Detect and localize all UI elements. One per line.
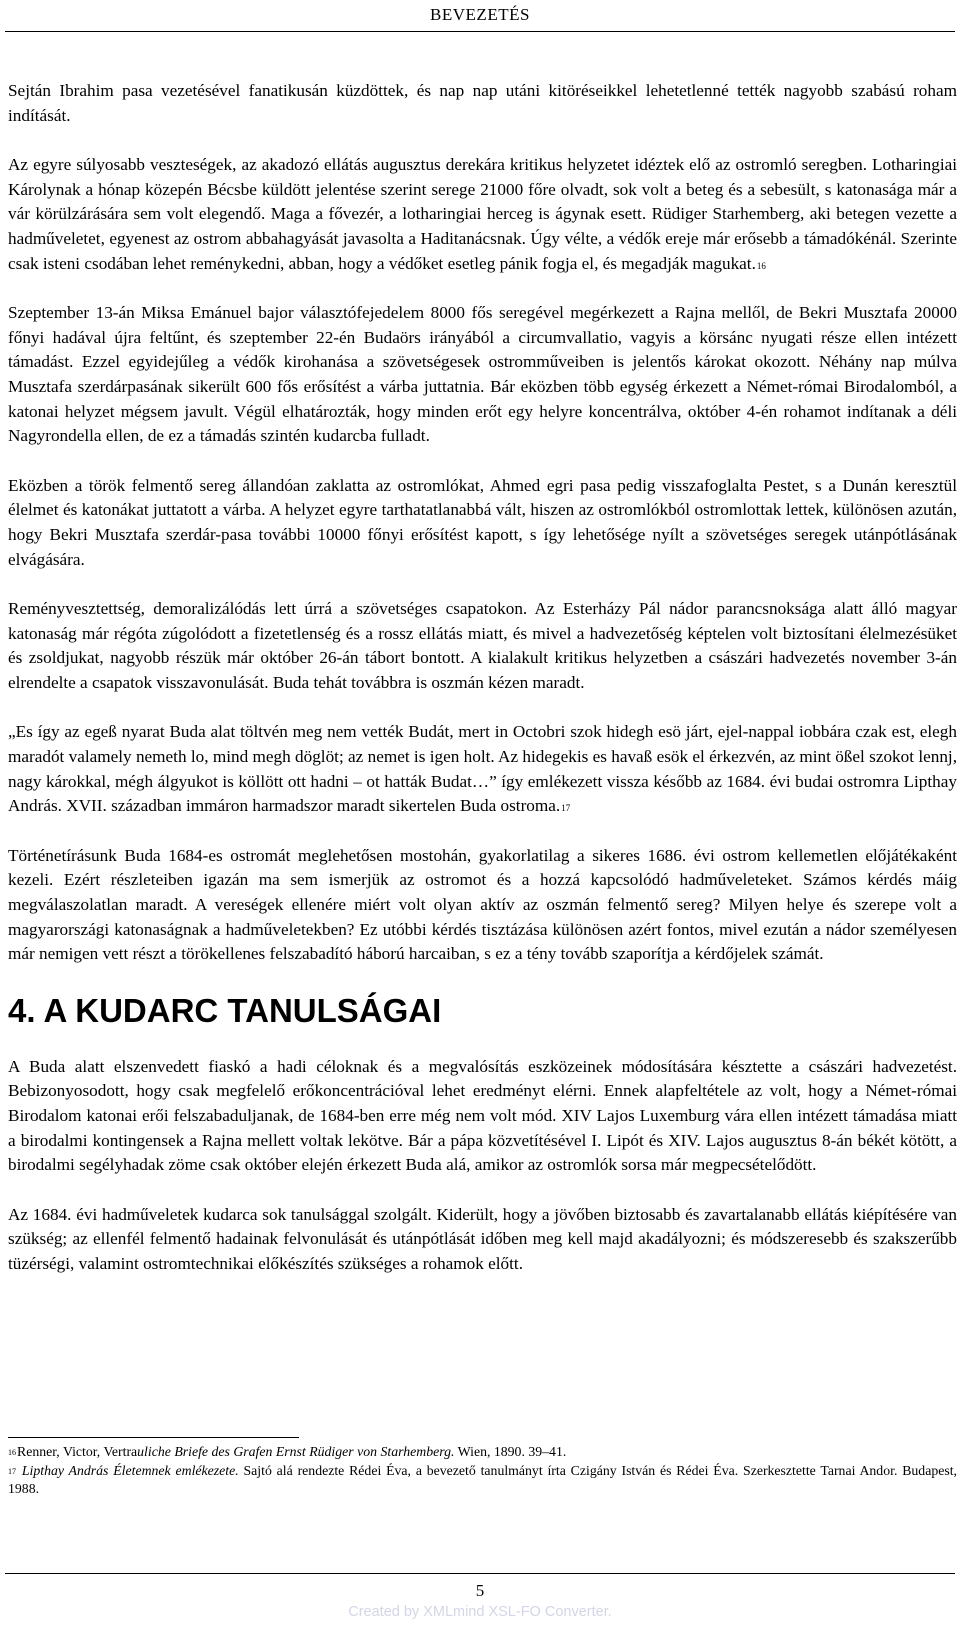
footnotes xyxy=(8,1443,957,1499)
paragraph-4: Eközben a török felmentő sereg állandóan zaklatta az ostromlókat, Ahmed egri pasa pedig visszafoglalta Pestet, s a Dunán keresztül élelmet és katonákat juttatott a várba. A helyzet egyre tarthatatlanabbá vált, hiszen az ostromlókból ostromlottak lettek, különösen azután, hogy Bekri Musztafa szerdár-pasa további 10000 főnyi erősítést kapott, s így lehetősége nyílt a szövetséges seregek utánpótlásának elvágására. xyxy=(8,475,957,569)
page-number: 5 xyxy=(475,1581,485,1600)
footer-divider xyxy=(5,1573,955,1574)
footnote-16 xyxy=(8,1443,957,1462)
footnote-text: Renner, Victor, Vertra xyxy=(17,1444,138,1459)
footnote-17 xyxy=(8,1462,957,1499)
header-divider xyxy=(5,31,955,32)
footnote-number: 17 xyxy=(8,1466,16,1476)
paragraph-6-quote xyxy=(8,720,957,818)
section-heading: 4. A KUDARC TANULSÁGAI xyxy=(8,991,442,1029)
footnote-ref-17[interactable]: 17 xyxy=(561,803,571,814)
converter-credit: Created by XMLmind XSL-FO Converter. xyxy=(348,1604,612,1620)
footnote-text: Sajtó alá rendezte Rédei Éva, a bevezető tanulmányt írta Czigány István és Rédei Éva. Szerkesztette Tarnai Andor. Budapest, 1988. xyxy=(8,1462,958,1496)
footnote-ref-16[interactable]: 16 xyxy=(756,260,766,271)
paragraph-7: Történetírásunk Buda 1684-es ostromát meglehetősen mostohán, gyakorlatilag a sikeres 1686. évi ostrom kellemetlen előjátékaként kezeli. Ezért részleteiben igazán ma sem ismerjük az ostromot és a hozzá kapcsolódó hadműveleteket. Számos kérdés máig megválaszolatlan maradt. A vereségek ellenére miért volt olyan aktív az oszmán felmentő sereg? Milyen helye és szerepe volt a magyarországi katonaságnak a hadműveletekben? Ez utóbbi kérdés tisztázása különösen azért fontos, mivel ezután a nádor személyesen már nemigen vett részt a törökellenes felszabadító háború harcaiban, s ez a tény tovább szaporítja a kérdőjelek számát. xyxy=(8,845,957,964)
footnote-title: Lipthay András Életemnek emlékezete. xyxy=(21,1462,239,1478)
paragraph-6-text: „Es így az egeß nyarat Buda alat töltvén meg nem vették Budát, mert in Octobri szok hidegh esö járt, ejel-nappal iobbára czak est, elegh maradót valamely nemeth lo, mind megh döglöt; az nemet is igen holt. Az hidegekis es havaß esök el érkezvén, az mint ößel szokot lennj, nagy károkkal, mégh álgyukot is köllött ott hadni – ot hatták Budat…” így emlékezett vissza később az 1684. évi budai ostromra Lipthay András. XVII. században immáron harmadszor maradt sikertelen Buda ostroma. xyxy=(8,722,957,816)
section-paragraph-2: Az 1684. évi hadműveletek kudarca sok tanulsággal szolgált. Kiderült, hogy a jövőben biztosabb és zavartalanabb ellátás kiépítésére van szükség; az ellenfél felmentő hadainak felvonulását és utánpótlását időben meg kell majd akadályozni; és módszeresebb és szakszerűbb tüzérségi, valamint ostromtechnikai előkészítés szükséges a rohamok előtt. xyxy=(8,1204,957,1273)
footnote-number: 16 xyxy=(8,1448,16,1457)
paragraph-3: Szeptember 13-án Miksa Emánuel bajor választófejedelem 8000 fős seregével megérkezett a Rajna mellől, de Bekri Musztafa 20000 főnyi hadával újra feltűnt, és szeptember 22-én Budaörs irányából a circumvallatio, vagyis a körsánc nyugati része ellen intézett támadást. Ezzel egyidejűleg a védők kirohanása a szövetségesek ostromműveiben is jelentős károkat okozott. Néhány nap múlva Musztafa szerdárpasának sikerült 600 fős erősítést a várba juttatnia. Bár eközben több egység érkezett a Német-római Birodalomból, a katonai helyzet mégsem javult. Végül elhatározták, hogy minden erőt egy helyre koncentrálva, október 4-én rohamot indítanak a déli Nagyrondella ellen, de ez a támadás szintén kudarcba fulladt. xyxy=(8,303,957,446)
page-body xyxy=(8,79,957,1277)
paragraph-1: Sejtán Ibrahim pasa vezetésével fanatikusán küzdöttek, és nap nap utáni kitöréseikkel lehetetlenné tették nagyobb szabású roham indítását. xyxy=(8,81,957,125)
footnote-divider xyxy=(8,1437,299,1438)
paragraph-2-text: Az egyre súlyosabb veszteségek, az akadozó ellátás augusztus derekára kritikus helyzetet idéztek elő az ostromló seregben. Lotharingiai Károlynak a hónap közepén Bécsbe küldött jelentése szerint serege 21000 főre olvadt, sok volt a beteg és a sebesült, s katonasága már a vár körülzárására sem volt elegendő. Maga a fővezér, a lotharingiai herceg is ágynak esett. Rüdiger Starhemberg, aki betegen vezette a hadműveletet, egyenest az ostrom abbahagyását javasolta a Haditanácsnak. Úgy vélte, a védők ereje már erősebb a támadókénál. Szerinte csak isteni csodában lehet reménykedni, abban, hogy a védőket esetleg pánik fogja el, és megadják magukat. xyxy=(8,155,957,273)
paragraph-5: Reményvesztettség, demoralizálódás lett úrrá a szövetséges csapatokon. Az Esterházy Pál nádor parancsnoksága alatt álló magyar katonaság már régóta zúgolódott a fizetetlenség és a rossz ellátás miatt, és mivel a hadvezetőség képtelen volt biztosítani élelmezésüket és zsoldjukat, nagyobb részük már október 26-án tábort bontott. A kialakult kritikus helyzetben a császári hadvezetés november 3-án elrendelte a csapatok visszavonulását. Buda tehát továbbra is oszmán kézen maradt. xyxy=(8,599,957,692)
footnote-title: uliche Briefe des Grafen Ernst Rüdiger von Starhemberg. xyxy=(137,1444,455,1459)
section-paragraph-1: A Buda alatt elszenvedett fiaskó a hadi céloknak és a megvalósítás eszközeinek módosítására késztette a császári hadvezetést. Bebizonyosodott, hogy csak megfelelő erőkoncentrációval lehet eredményt elérni. Ennek alapfeltétele az volt, hogy a Német-római Birodalom katonai erői felszabaduljanak, de 1684-ben erre még nem volt mód. XIV Lajos Luxemburg vára ellen intézett támadása miatt a birodalmi kontingensek a Rajna mellett voltak lekötve. Bár a pápa közvetítésével I. Lipót és XIV. Lajos augusztus 8-án békét kötött, a birodalmi segélyhadak zöme csak október elején érkezett Buda alá, amikor az ostromlók sorsa már megpecsételődött. xyxy=(8,1056,957,1175)
running-header: BEVEZETÉS xyxy=(430,5,530,24)
footnote-text: Wien, 1890. 39–41. xyxy=(454,1444,567,1459)
paragraph-2 xyxy=(8,153,957,276)
